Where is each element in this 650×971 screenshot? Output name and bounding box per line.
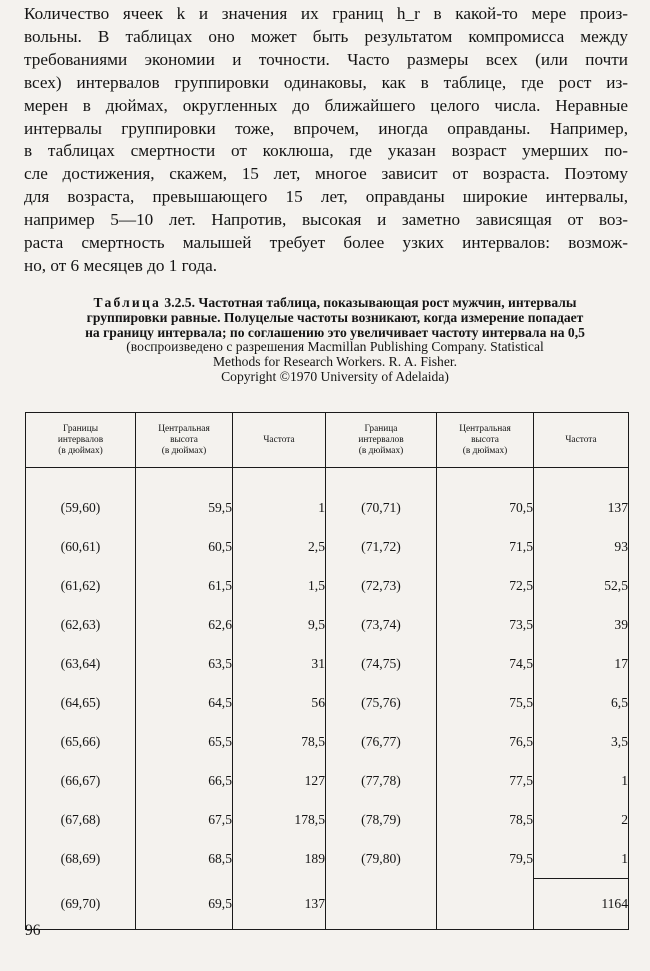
cell-central-height: 68,5 (136, 839, 233, 879)
cell-central-height: 73,5 (437, 605, 534, 644)
header-central-height (136, 413, 233, 468)
paragraph-line (24, 26, 628, 49)
paragraph-line (24, 95, 628, 118)
table-row (26, 683, 629, 722)
paragraph-text: в таблицах смертности от коклюша, где указан возраст умерших по- (24, 141, 628, 161)
cell-central-height: 72,5 (437, 566, 534, 605)
cell-interval: (72,73) (326, 566, 437, 605)
paragraph-text: вольны. В таблицах оно может быть результатом компромисса между (24, 26, 628, 46)
cell-frequency: 6,5 (534, 683, 629, 722)
cell-central-height: 69,5 (136, 879, 233, 930)
table-row (26, 839, 629, 879)
cell-interval: (69,70) (26, 879, 136, 930)
paragraph-text: для возраста, превышающего 15 лет, оправданы широкие интервалы, (24, 187, 628, 207)
cell-frequency: 189 (233, 839, 326, 879)
cell-interval: (77,78) (326, 761, 437, 800)
cell-central-height: 67,5 (136, 800, 233, 839)
cell-central-height: 61,5 (136, 566, 233, 605)
cell-frequency: 39 (534, 605, 629, 644)
paragraph-text: всех) интервалов группировки одинаковы, как в таблице, где рост из- (24, 72, 628, 92)
cell-central-height: 66,5 (136, 761, 233, 800)
cell-interval: (68,69) (26, 839, 136, 879)
cell-frequency: 1,5 (233, 566, 326, 605)
cell-central-height: 60,5 (136, 527, 233, 566)
table-row (26, 644, 629, 683)
caption-line: на границу интервала; по соглашению это увеличивает частоту интервала на 0,5 (85, 324, 585, 340)
cell-central-height: 77,5 (437, 761, 534, 800)
cell-interval: (66,67) (26, 761, 136, 800)
header-text: (в дюймах) (462, 445, 508, 456)
paragraph-line (24, 186, 628, 209)
cell-frequency: 1 (534, 761, 629, 800)
cell-interval: (79,80) (326, 839, 437, 879)
caption-line: Copyright ©1970 University of Adelaida) (221, 368, 449, 384)
paragraph-text: раста смертность малышей требует более узких интервалов: возмож- (24, 233, 628, 253)
paragraph-text: требованиями экономии и точности. Часто размеры всех (или почти (24, 49, 628, 69)
cell-interval: (65,66) (26, 722, 136, 761)
paragraph-line (24, 49, 628, 72)
table-row (26, 800, 629, 839)
cell-interval: (71,72) (326, 527, 437, 566)
frequency-table (25, 412, 629, 930)
cell-frequency: 17 (534, 644, 629, 683)
cell-interval: (64,65) (26, 683, 136, 722)
cell-frequency: 1 (534, 839, 629, 879)
table-row (26, 488, 629, 527)
cell-interval: (63,64) (26, 644, 136, 683)
table-row (26, 527, 629, 566)
paragraph-line (24, 209, 628, 232)
cell-central-height: 79,5 (437, 839, 534, 879)
header-text: Частота (263, 434, 295, 445)
cell-frequency: 93 (534, 527, 629, 566)
cell-central-height: 75,5 (437, 683, 534, 722)
cell-central-height: 62,6 (136, 605, 233, 644)
cell-interval: (70,71) (326, 488, 437, 527)
cell-interval: (78,79) (326, 800, 437, 839)
cell-frequency: 137 (233, 879, 326, 930)
cell-empty (437, 879, 534, 930)
paragraph-line (24, 163, 628, 186)
header-frequency-2 (534, 413, 629, 468)
cell-frequency: 9,5 (233, 605, 326, 644)
cell-frequency: 178,5 (233, 800, 326, 839)
caption-line (40, 296, 630, 311)
cell-central-height: 64,5 (136, 683, 233, 722)
paragraph-line (24, 72, 628, 95)
cell-frequency: 1 (233, 488, 326, 527)
header-text: (в дюймах) (58, 445, 103, 456)
header-text: высота (471, 434, 499, 445)
header-text: высота (170, 434, 198, 445)
header-text: Граница (364, 423, 398, 434)
cell-frequency: 137 (534, 488, 629, 527)
page-number: 96 (25, 922, 41, 939)
caption-line: (воспроизведено с разрешения Macmillan Publishing Company. Statistical (126, 339, 544, 355)
cell-interval: (73,74) (326, 605, 437, 644)
caption-label: Таблица (93, 295, 161, 310)
header-text: Центральная (459, 423, 511, 434)
cell-interval: (75,76) (326, 683, 437, 722)
header-text: Границы (62, 423, 99, 434)
paragraph-text: мерен в дюймах, округленных до ближайшего целого числа. Неравные (24, 95, 628, 115)
header-text: Центральная (158, 423, 210, 434)
header-interval-bounds (26, 413, 136, 468)
cell-interval: (61,62) (26, 566, 136, 605)
table-row (26, 761, 629, 800)
cell-central-height: 76,5 (437, 722, 534, 761)
table-spacer-row (26, 468, 629, 489)
paragraph-text: интервалы группировки тоже, впрочем, иногда оправданы. Например, (24, 118, 628, 138)
body-paragraph (24, 3, 628, 278)
caption-number: 3.2.5. (164, 295, 195, 310)
table-row (26, 566, 629, 605)
cell-central-height: 63,5 (136, 644, 233, 683)
table-body (26, 468, 629, 930)
header-frequency (233, 413, 326, 468)
cell-central-height: 59,5 (136, 488, 233, 527)
cell-frequency: 78,5 (233, 722, 326, 761)
header-text: Частота (565, 434, 597, 445)
header-text: интервалов (358, 434, 404, 445)
caption-title: Частотная таблица, показывающая рост мужчин, интервалы (198, 295, 577, 310)
cell-central-height: 74,5 (437, 644, 534, 683)
cell-total: 1164 (534, 879, 629, 930)
table-row-last (26, 879, 629, 930)
paragraph-text: но, от 6 месяцев до 1 года. (24, 255, 218, 275)
paragraph-text: сле достижения, скажем, 15 лет, многое зависит от возраста. Поэтому (24, 164, 628, 184)
table-header-row (26, 413, 629, 468)
table-row (26, 605, 629, 644)
header-central-height-2 (437, 413, 534, 468)
cell-frequency: 31 (233, 644, 326, 683)
table-row (26, 722, 629, 761)
header-text: (в дюймах) (161, 445, 207, 456)
cell-frequency: 3,5 (534, 722, 629, 761)
table-caption (40, 296, 630, 385)
cell-central-height: 70,5 (437, 488, 534, 527)
cell-interval: (67,68) (26, 800, 136, 839)
caption-line: группировки равные. Полуцелые частоты возникают, когда измерение попадает (86, 309, 584, 325)
cell-interval: (60,61) (26, 527, 136, 566)
cell-frequency: 2 (534, 800, 629, 839)
paragraph-line (24, 3, 628, 26)
header-text: (в дюймах) (358, 445, 404, 456)
cell-interval: (76,77) (326, 722, 437, 761)
cell-frequency: 56 (233, 683, 326, 722)
cell-frequency: 2,5 (233, 527, 326, 566)
cell-frequency: 52,5 (534, 566, 629, 605)
cell-central-height: 65,5 (136, 722, 233, 761)
cell-interval: (74,75) (326, 644, 437, 683)
cell-interval: (62,63) (26, 605, 136, 644)
paragraph-line (24, 232, 628, 255)
header-interval-bounds-2 (326, 413, 437, 468)
cell-frequency: 127 (233, 761, 326, 800)
caption-line: Methods for Research Workers. R. A. Fisher. (212, 354, 458, 370)
header-text: интервалов (57, 434, 104, 445)
cell-interval: (59,60) (26, 488, 136, 527)
paragraph-text: Количество ячеек k и значения их границ h_r в какой-то мере произ- (24, 4, 628, 23)
cell-empty (326, 879, 437, 930)
cell-central-height: 71,5 (437, 527, 534, 566)
cell-central-height: 78,5 (437, 800, 534, 839)
paragraph-line (24, 140, 628, 163)
paragraph-line (24, 118, 628, 141)
paragraph-line (24, 255, 628, 278)
paragraph-text: например 5—10 лет. Напротив, высокая и заметно зависящая от воз- (24, 210, 628, 230)
